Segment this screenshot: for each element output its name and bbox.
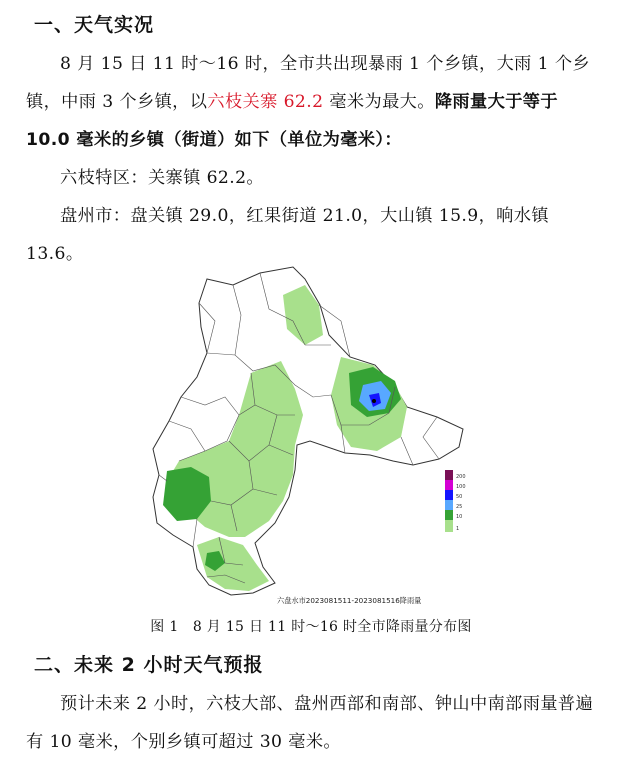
section2-paragraph1: 预计未来 2 小时，六枝大部、盘州西部和南部、钟山中南部雨量普遍有 10 毫米，个别乡镇可超过 30 毫米。 (26, 694, 594, 752)
legend-swatch-50 (445, 490, 453, 500)
map-label: 六盘水市2023081511-2023081516降雨量 (277, 596, 422, 605)
legend-swatch-100 (445, 480, 453, 490)
legend-label-25: 25 (456, 504, 463, 510)
rainfall-map-svg (145, 265, 475, 610)
rainfall-map-figure (145, 265, 475, 610)
legend-label-100: 100 (456, 484, 466, 490)
legend-swatch-25 (445, 500, 453, 510)
section1-paragraph3: 盘州市：盘关镇 29.0，红果街道 21.0，大山镇 15.9，响水镇 13.6。 (26, 206, 549, 264)
legend-swatch-200 (445, 470, 453, 480)
rainfall-legend (445, 470, 466, 532)
legend-label-10: 10 (456, 514, 463, 520)
legend-label-50: 50 (456, 494, 463, 500)
max-rainfall-highlight: 六枝关寨 62.2 (207, 92, 324, 112)
section2-heading: 二、未来 2 小时天气预报 (34, 654, 264, 676)
legend-swatch-1 (445, 520, 453, 532)
figure-caption: 图 1 8 月 15 日 11 时～16 时全市降雨量分布图 (150, 619, 472, 635)
paragraph1-text-a: 8 月 15 日 11 时～16 时，全市共出现暴雨 1 个乡镇，大雨 1 个乡镇，中雨 3 个乡镇，以 (26, 54, 590, 112)
section1-paragraph1 (26, 45, 601, 159)
section1-heading: 一、天气实况 (34, 14, 155, 36)
station-point (372, 399, 376, 403)
paragraph1-bold-text: 降雨量大于等于 10.0 毫米的乡镇（街道）如下（单位为毫米）： (26, 92, 558, 150)
legend-swatch-10 (445, 510, 453, 520)
paragraph1-text-b: 毫米为最大。 (323, 92, 435, 112)
legend-label-1: 1 (456, 526, 460, 532)
legend-label-200: 200 (456, 474, 466, 480)
section1-paragraph2: 六枝特区：关寨镇 62.2。 (60, 168, 265, 188)
